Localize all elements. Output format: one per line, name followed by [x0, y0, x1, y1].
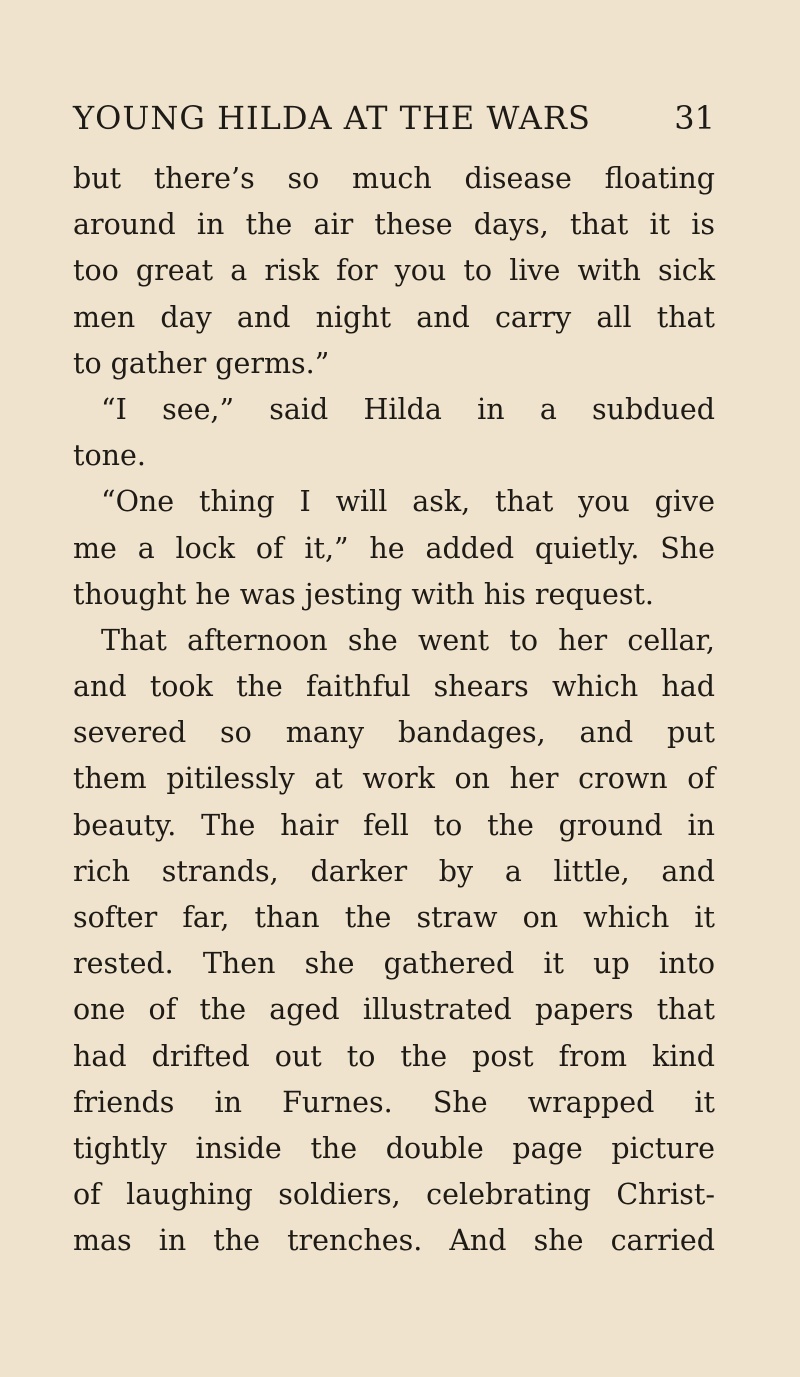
text-line: severed so many bandages, and put — [73, 716, 715, 750]
text-line: but there’s so much disease floating — [73, 162, 715, 195]
text-line: friends in Furnes. She wrapped it — [73, 1085, 715, 1119]
text-line: thought he was jesting with his request. — [73, 577, 654, 611]
page-number: 31 — [674, 99, 715, 137]
text-line: softer far, than the straw on which it — [73, 901, 715, 934]
page-header — [73, 96, 715, 140]
text-line: me a lock of it,” he added quietly. She — [73, 531, 715, 565]
text-line: had drifted out to the post from kind — [73, 1039, 715, 1073]
text-line: tone. — [73, 439, 146, 473]
text-line: them pitilessly at work on her crown of — [73, 762, 715, 796]
text-line: around in the air these days, that it is — [73, 208, 715, 242]
body-text — [73, 156, 715, 1265]
text-line: rested. Then she gathered it up into — [73, 947, 715, 981]
text-line: and took the faithful shears which had — [73, 670, 715, 704]
text-line: men day and night and carry all that — [73, 300, 715, 334]
text-line: That afternoon she went to her cellar, — [101, 623, 715, 657]
running-head: YOUNG HILDA AT THE WARS — [73, 99, 591, 137]
text-line: “I see,” said Hilda in a subdued — [101, 392, 715, 426]
text-line: of laughing soldiers, celebrating Christ- — [73, 1178, 715, 1212]
text-line: “One thing I will ask, that you give — [101, 485, 715, 519]
text-line: one of the aged illustrated papers that — [73, 993, 715, 1027]
text-line: tightly inside the double page picture — [73, 1131, 715, 1165]
text-line: beauty. The hair fell to the ground in — [73, 808, 715, 842]
text-line: mas in the trenches. And she carried — [73, 1224, 715, 1258]
text-line: rich strands, darker by a little, and — [73, 854, 715, 888]
text-line: too great a risk for you to live with sick — [73, 254, 715, 288]
text-line: to gather germs.” — [73, 346, 330, 380]
